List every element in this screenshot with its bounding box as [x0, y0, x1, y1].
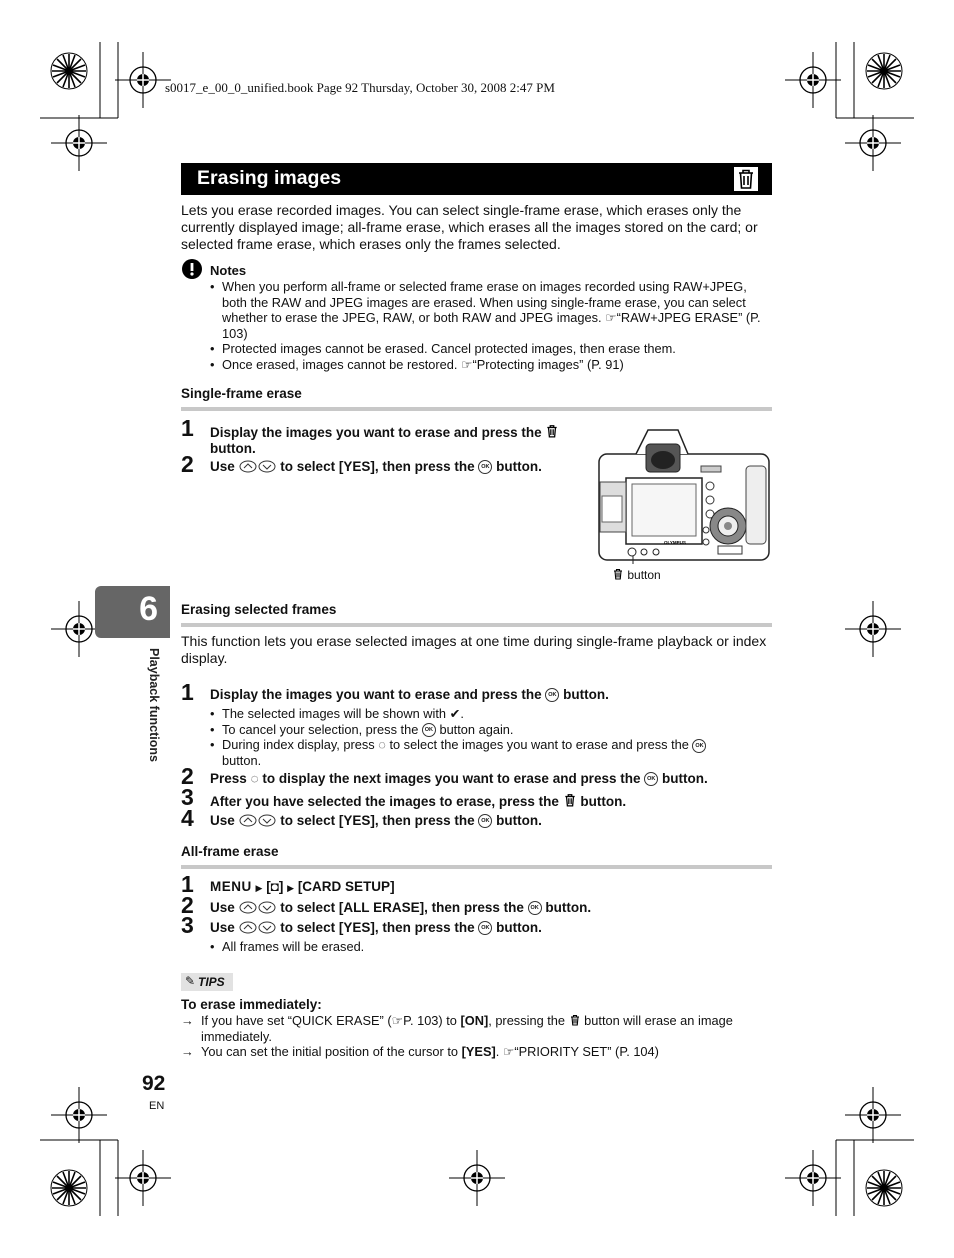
menu-label: MENU	[210, 879, 252, 894]
selected-frames-heading: Erasing selected frames	[181, 602, 337, 617]
notes-heading: Notes	[210, 263, 247, 278]
note-item: • Protected images cannot be erased. Cancel protected images, then erase them.	[209, 341, 773, 357]
file-info: s0017_e_00_0_unified.book Page 92 Thursday, October 30, 2008 2:47 PM	[165, 80, 555, 95]
trash-icon	[569, 1013, 581, 1027]
checkmark-icon: ✔	[449, 706, 461, 721]
ok-button-icon: OK	[644, 772, 658, 786]
list-item: • During index display, press ◌ to select the images you want to erase and press the OK button.	[209, 737, 769, 768]
arrow-icon: →	[181, 1013, 194, 1028]
page-title: Erasing images	[197, 167, 342, 189]
ok-button-icon: OK	[478, 460, 492, 474]
list-item: • All frames will be erased.	[209, 939, 769, 955]
tips-badge: ✎ TIPS	[181, 973, 233, 991]
ok-button-icon: OK	[692, 739, 706, 753]
section-rule	[181, 623, 772, 627]
camera-brand: OLYMPUS	[664, 540, 686, 545]
step-number: 2	[181, 451, 194, 477]
trash-icon	[612, 567, 624, 581]
ok-button-icon: OK	[478, 921, 492, 935]
arrow-pad-icon: ◌	[378, 737, 386, 753]
step-number: 1	[181, 415, 194, 441]
up-down-arrow-icon	[239, 460, 277, 473]
step-number: 2	[181, 763, 194, 789]
arrow-icon: →	[181, 1044, 194, 1059]
reference-icon: ☞	[391, 1013, 404, 1028]
section-rule	[181, 407, 772, 411]
all-frame-heading: All-frame erase	[181, 844, 279, 859]
arrow-pad-icon: ◌	[250, 771, 259, 786]
up-down-arrow-icon	[239, 814, 277, 827]
intro-text: Lets you erase recorded images. You can select single-frame erase, which erases only the currently displayed image; all-frame erase, which erases all the images stored on the card; or selected frame erase, which erases only the frames selected.	[181, 202, 758, 252]
camera-illustration	[596, 426, 772, 564]
up-down-arrow-icon	[239, 901, 277, 914]
step-number: 2	[181, 892, 194, 918]
trash-icon	[563, 792, 577, 808]
step-number: 3	[181, 912, 194, 938]
tips-icon: ✎	[185, 974, 196, 988]
step-number: 1	[181, 871, 194, 897]
single-frame-heading: Single-frame erase	[181, 386, 302, 401]
list-item: • To cancel your selection, press the OK button again.	[209, 722, 769, 738]
all-step-3-bullets	[209, 939, 769, 955]
camera-caption: button	[612, 567, 661, 582]
step-number: 4	[181, 805, 194, 831]
chapter-tab	[95, 586, 170, 638]
language-code: EN	[149, 1100, 165, 1112]
chapter-number: 6	[139, 590, 158, 628]
caution-icon	[182, 259, 202, 284]
arrow-right-icon: ▶	[287, 883, 295, 893]
trash-icon	[545, 423, 559, 439]
arrow-right-icon: ▶	[255, 883, 263, 893]
tip-item: → You can set the initial position of the cursor to [YES]. ☞“PRIORITY SET” (P. 104)	[181, 1044, 659, 1059]
chapter-label: Playback functions	[147, 648, 161, 762]
page-number: 92	[142, 1072, 166, 1095]
selected-step-1-bullets	[209, 706, 769, 768]
tip-item: → If you have set “QUICK ERASE” (☞P. 103) to [ON], pressing the button will erase an image immediately.	[181, 1013, 733, 1044]
tips-heading: To erase immediately:	[181, 997, 322, 1012]
playback-menu-icon: ◘	[270, 879, 279, 894]
ok-button-icon: OK	[422, 723, 436, 737]
ok-button-icon: OK	[528, 901, 542, 915]
section-rule	[181, 865, 772, 869]
notes-list	[209, 279, 773, 373]
selected-intro: This function lets you erase selected images at one time during single-frame playback or index display.	[181, 633, 767, 666]
note-item: • Once erased, images cannot be restored. ☞“Protecting images” (P. 91)	[209, 357, 773, 373]
ok-button-icon: OK	[545, 688, 559, 702]
up-down-arrow-icon	[239, 921, 277, 934]
ok-button-icon: OK	[478, 814, 492, 828]
step-number: 1	[181, 679, 194, 705]
note-item: • When you perform all-frame or selected frame erase on images recorded using RAW+JPEG, both the RAW and JPEG images are erased. When using single-frame erase, you can select whether to erase the JPEG, RAW, or both RAW and JPEG images. ☞“RAW+JPEG ERASE” (P. 103)	[209, 279, 773, 341]
trash-icon	[734, 167, 758, 191]
list-item: • The selected images will be shown with ✔.	[209, 706, 769, 722]
step-number: 3	[181, 784, 194, 810]
